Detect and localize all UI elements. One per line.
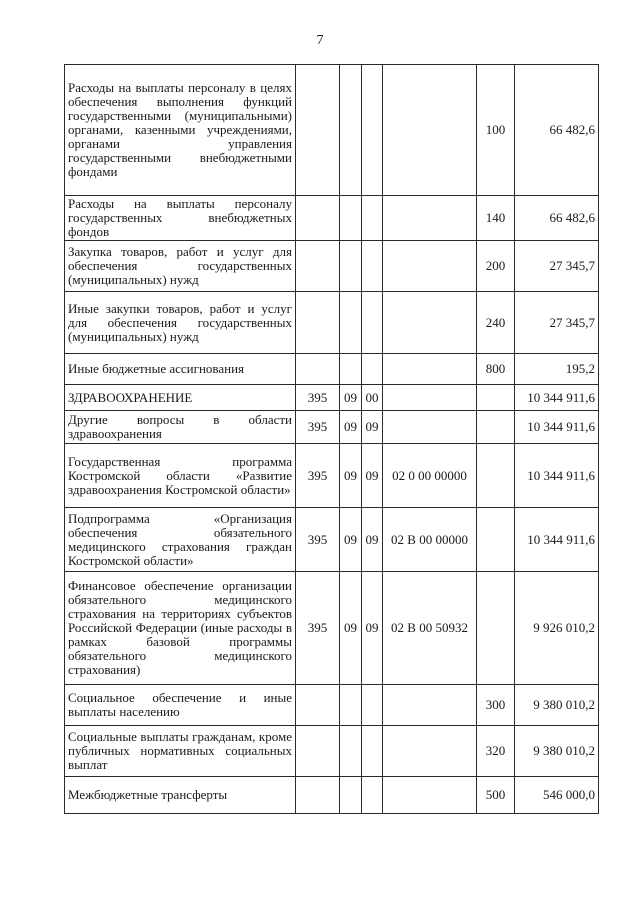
row-name: Социальные выплаты гражданам, кроме публичных нормативных социальных выплат bbox=[65, 726, 296, 777]
section-code: 09 bbox=[340, 508, 362, 572]
row-name: Иные закупки товаров, работ и услуг для обеспечения государственных (муниципальных) нужд bbox=[65, 292, 296, 354]
section-code: 09 bbox=[340, 572, 362, 685]
section-code bbox=[340, 726, 362, 777]
amount-value: 27 345,7 bbox=[515, 241, 599, 292]
amount-value: 546 000,0 bbox=[515, 777, 599, 814]
amount-value: 10 344 911,6 bbox=[515, 444, 599, 508]
subsection-code: 09 bbox=[362, 572, 383, 685]
expense-type-code: 200 bbox=[477, 241, 515, 292]
amount-value: 9 926 010,2 bbox=[515, 572, 599, 685]
expense-type-code bbox=[477, 411, 515, 444]
subsection-code bbox=[362, 354, 383, 385]
expense-type-code: 100 bbox=[477, 65, 515, 196]
subsection-code bbox=[362, 65, 383, 196]
row-name: Другие вопросы в области здравоохранения bbox=[65, 411, 296, 444]
table-row bbox=[65, 241, 599, 292]
target-article-code bbox=[383, 196, 477, 241]
target-article-code bbox=[383, 685, 477, 726]
row-name: Расходы на выплаты персоналу государственных внебюджетных фондов bbox=[65, 196, 296, 241]
subsection-code bbox=[362, 726, 383, 777]
ministry-code bbox=[296, 292, 340, 354]
table-row bbox=[65, 385, 599, 411]
table-row bbox=[65, 572, 599, 685]
target-article-code bbox=[383, 411, 477, 444]
ministry-code: 395 bbox=[296, 385, 340, 411]
ministry-code: 395 bbox=[296, 572, 340, 685]
amount-value: 10 344 911,6 bbox=[515, 411, 599, 444]
target-article-code bbox=[383, 385, 477, 411]
row-name: Межбюджетные трансферты bbox=[65, 777, 296, 814]
expense-type-code: 500 bbox=[477, 777, 515, 814]
target-article-code: 02 В 00 50932 bbox=[383, 572, 477, 685]
subsection-code bbox=[362, 292, 383, 354]
subsection-code: 09 bbox=[362, 411, 383, 444]
row-name: Иные бюджетные ассигнования bbox=[65, 354, 296, 385]
target-article-code bbox=[383, 65, 477, 196]
row-name: Социальное обеспечение и иные выплаты населению bbox=[65, 685, 296, 726]
subsection-code: 00 bbox=[362, 385, 383, 411]
row-name: Государственная программа Костромской области «Развитие здравоохранения Костромской области» bbox=[65, 444, 296, 508]
expense-type-code: 140 bbox=[477, 196, 515, 241]
section-code: 09 bbox=[340, 411, 362, 444]
row-name: ЗДРАВООХРАНЕНИЕ bbox=[65, 385, 296, 411]
table-row bbox=[65, 444, 599, 508]
ministry-code: 395 bbox=[296, 444, 340, 508]
row-name: Расходы на выплаты персоналу в целях обеспечения выполнения функций государственными (муниципальными) органами, казенными учреждениями, органами управления государственными внебюджетными фондами bbox=[65, 65, 296, 196]
table-row bbox=[65, 685, 599, 726]
subsection-code bbox=[362, 685, 383, 726]
section-code bbox=[340, 354, 362, 385]
ministry-code bbox=[296, 685, 340, 726]
ministry-code bbox=[296, 241, 340, 292]
table-row bbox=[65, 411, 599, 444]
subsection-code: 09 bbox=[362, 444, 383, 508]
expense-type-code: 240 bbox=[477, 292, 515, 354]
expense-type-code: 320 bbox=[477, 726, 515, 777]
section-code bbox=[340, 777, 362, 814]
row-name: Закупка товаров, работ и услуг для обеспечения государственных (муниципальных) нужд bbox=[65, 241, 296, 292]
table-row bbox=[65, 65, 599, 196]
target-article-code bbox=[383, 354, 477, 385]
amount-value: 9 380 010,2 bbox=[515, 726, 599, 777]
table-row bbox=[65, 196, 599, 241]
amount-value: 66 482,6 bbox=[515, 196, 599, 241]
ministry-code bbox=[296, 196, 340, 241]
ministry-code bbox=[296, 726, 340, 777]
section-code: 09 bbox=[340, 444, 362, 508]
expense-type-code bbox=[477, 444, 515, 508]
expense-type-code bbox=[477, 572, 515, 685]
amount-value: 10 344 911,6 bbox=[515, 508, 599, 572]
ministry-code: 395 bbox=[296, 411, 340, 444]
amount-value: 66 482,6 bbox=[515, 65, 599, 196]
target-article-code bbox=[383, 777, 477, 814]
table-row bbox=[65, 354, 599, 385]
ministry-code bbox=[296, 65, 340, 196]
amount-value: 27 345,7 bbox=[515, 292, 599, 354]
section-code bbox=[340, 685, 362, 726]
table-row bbox=[65, 508, 599, 572]
expense-type-code bbox=[477, 508, 515, 572]
target-article-code bbox=[383, 241, 477, 292]
table-row bbox=[65, 726, 599, 777]
ministry-code: 395 bbox=[296, 508, 340, 572]
section-code bbox=[340, 241, 362, 292]
page-number: 7 bbox=[316, 33, 324, 48]
section-code: 09 bbox=[340, 385, 362, 411]
expense-type-code: 800 bbox=[477, 354, 515, 385]
section-code bbox=[340, 292, 362, 354]
subsection-code bbox=[362, 777, 383, 814]
subsection-code: 09 bbox=[362, 508, 383, 572]
amount-value: 10 344 911,6 bbox=[515, 385, 599, 411]
expense-type-code: 300 bbox=[477, 685, 515, 726]
section-code bbox=[340, 65, 362, 196]
ministry-code bbox=[296, 777, 340, 814]
subsection-code bbox=[362, 196, 383, 241]
target-article-code: 02 В 00 00000 bbox=[383, 508, 477, 572]
section-code bbox=[340, 196, 362, 241]
budget-table bbox=[64, 64, 599, 814]
target-article-code bbox=[383, 292, 477, 354]
expense-type-code bbox=[477, 385, 515, 411]
target-article-code bbox=[383, 726, 477, 777]
row-name: Финансовое обеспечение организации обязательного медицинского страхования на территориях субъектов Российской Федерации (иные расходы в рамках базовой программы обязательного медицинского страхования) bbox=[65, 572, 296, 685]
ministry-code bbox=[296, 354, 340, 385]
amount-value: 9 380 010,2 bbox=[515, 685, 599, 726]
target-article-code: 02 0 00 00000 bbox=[383, 444, 477, 508]
amount-value: 195,2 bbox=[515, 354, 599, 385]
subsection-code bbox=[362, 241, 383, 292]
table-row bbox=[65, 777, 599, 814]
table-row bbox=[65, 292, 599, 354]
row-name: Подпрограмма «Организация обеспечения обязательного медицинского страхования граждан Костромской области» bbox=[65, 508, 296, 572]
